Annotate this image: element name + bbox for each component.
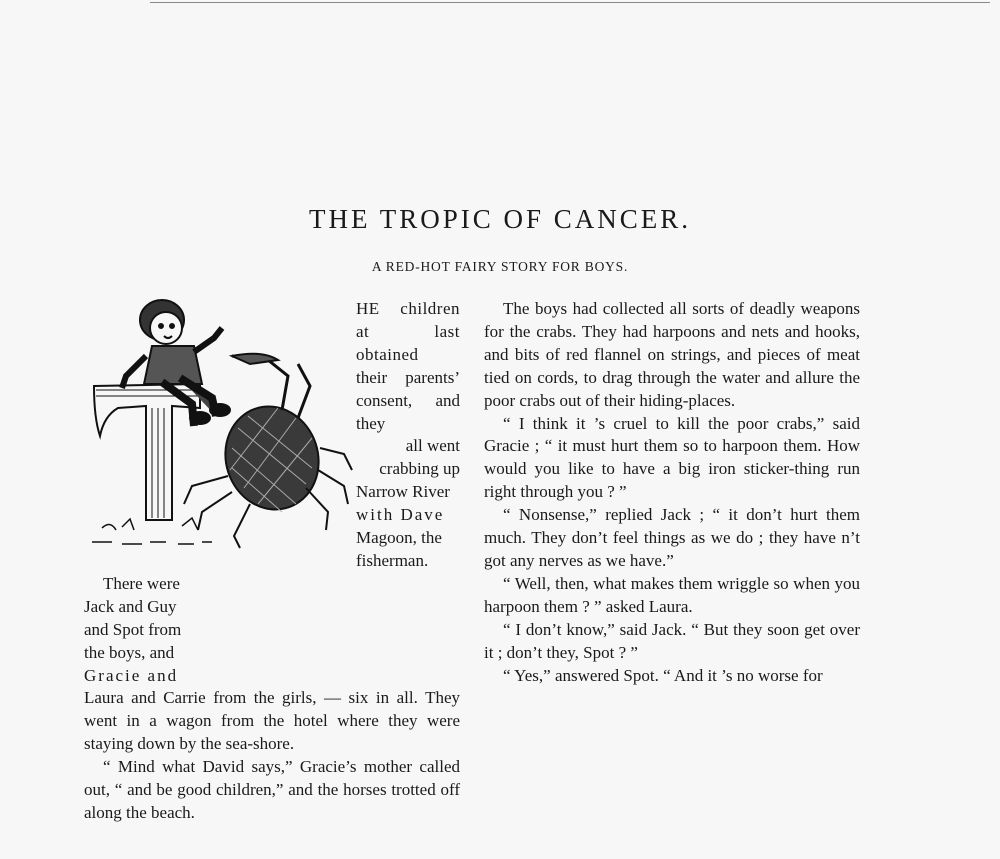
page-title: THE TROPIC OF CANCER. — [308, 204, 692, 234]
left-para-1-line-5: with Dave — [356, 505, 445, 525]
line-text: all went crabbing up — [379, 436, 460, 479]
top-page-rule — [150, 2, 990, 3]
left-para-2-line-4: the boys, and — [84, 642, 175, 662]
left-para-2-line-1: There were — [103, 573, 180, 593]
left-para-1-line-7: fisherman. — [356, 550, 429, 570]
left-para-2-line-5: Gracie and — [84, 665, 179, 685]
left-para-2-rest: Laura and Carrie from the girls, — six in all. They went in a wagon from the hotel where they were staying down by the sea-shore. — [84, 688, 460, 754]
left-para-3: “ Mind what David says,” Gracie’s mother called out, “ and be good children,” and the horses trotted off along the beach. — [84, 757, 460, 822]
left-column — [84, 298, 460, 825]
drop-cap-illustration — [84, 298, 356, 556]
right-para-2: “ I think it ’s cruel to kill the poor crabs,” said Gracie ; “ it must hurt them so to harpoon them. How would you like to have a big iron sticker-thing run right through you ? ” — [484, 413, 860, 502]
left-para-1-line-2: their parents’ consent, and they — [356, 367, 460, 433]
left-para-1-line-4: Narrow River — [356, 482, 450, 502]
right-column — [484, 298, 860, 687]
right-para-6: “ Yes,” answered Spot. “ And it ’s no worse for — [503, 665, 823, 685]
right-para-1: The boys had collected all sorts of deadly weapons for the crabs. They had harpoons and nets and hooks, and bits of red flannel on strings, and pieces of meat tied on cords, to drag through the water and allure the poor crabs out of their hiding-places. — [484, 299, 860, 410]
left-para-1-line-1: HE children at last obtained — [356, 299, 460, 364]
left-para-1-line-6: Magoon, the — [356, 528, 442, 548]
right-para-4: “ Well, then, what makes them wriggle so when you harpoon them ? ” asked Laura. — [484, 573, 860, 616]
right-para-5: “ I don’t know,” said Jack. “ But they soon get over it ; don’t they, Spot ? ” — [484, 619, 860, 662]
left-para-2-line-3: and Spot from — [84, 619, 182, 639]
page-subtitle: A RED-HOT FAIRY STORY FOR BOYS. — [371, 259, 629, 274]
boy-on-letter-t-with-crab-icon — [82, 298, 358, 556]
right-para-3: “ Nonsense,” replied Jack ; “ it don’t hurt them much. They don’t feel things as we do ; they have n’t got any nerves as we have.” — [484, 505, 860, 570]
left-para-2-line-2: Jack and Guy — [84, 596, 177, 616]
